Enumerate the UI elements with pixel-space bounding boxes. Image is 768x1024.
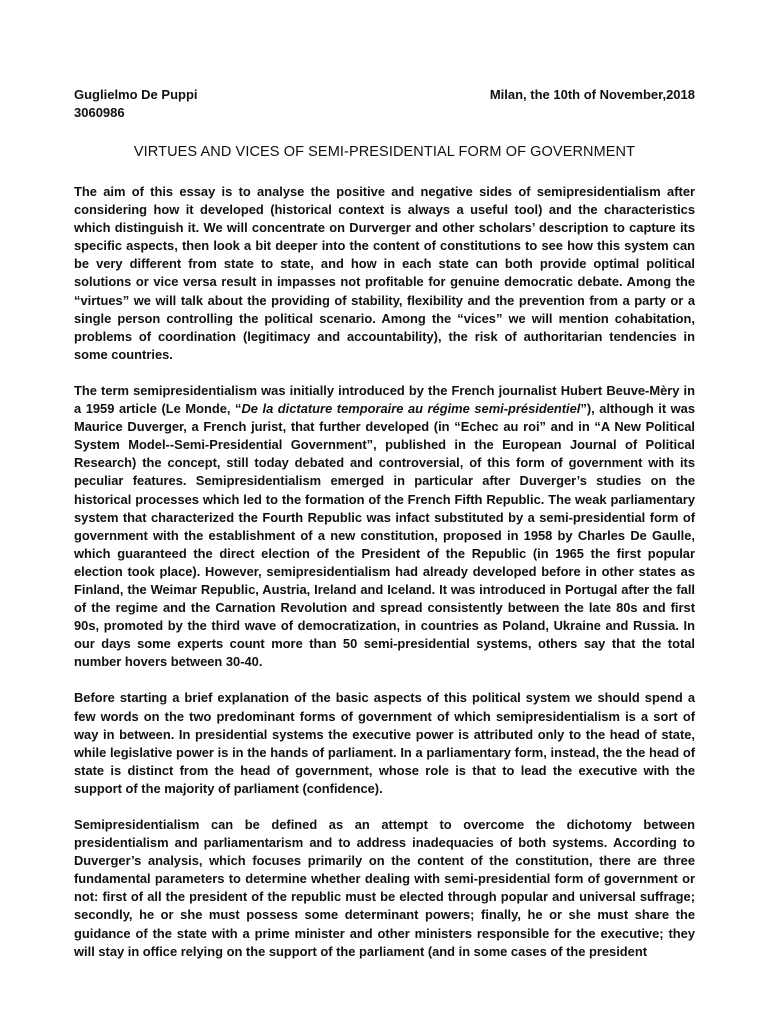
document-header	[74, 86, 695, 122]
place-date: Milan, the 10th of November,2018	[489, 87, 695, 102]
paragraph-4: Semipresidentialism can be defined as an attempt to overcome the dichotomy between presidentialism and parliamentarism and to address inadequacies of both systems. According to Duverger’s analysis, which focuses primarily on the content of the constitution, there are three fundamental parameters to determine whether dealing with semi-presidential form of government or not: first of all the president of the republic must be elected through popular and universal suffrage; secondly, he or she must possess some determinant powers; finally, he or she must share the guidance of the state with a prime minister and other ministers responsible for the executive; they will stay in office relying on the support of the parliament (and in some cases of the president	[74, 817, 695, 959]
article-title-italic: De la dictature temporaire au régime semi-présidentiel	[241, 401, 581, 417]
paragraph-2-part-b: ”), although it was Maurice Duverger, a French jurist, that further developed (in “Echec au roi” and in “A New Political System Model--Semi-Presidential Government”, published in the European Journal of Political Research) the concept, still today debated and controversial, of this form of government with its peculiar features. Semipresidentialism emerged in particular after Duverger’s studies on the historical processes which led to the formation of the French Fifth Republic. The weak parliamentary system that characterized the Fourth Republic was infact substituted by a semi-presidential form of government with the establishment of a new constitution, proposed in 1958 by Charles De Gaulle, which guaranteed the direct election of the President of the Republic (in 1965 the first popular election took place). However, semipresidentialism had already developed before in other states as Finland, the Weimar Republic, Austria, Ireland and Iceland. It was introduced in Portugal after the fall of the regime and the Carnation Revolution and spread consistently between the late 80s and first 90s, promoted by the third wave of democratization, in countries as Poland, Ukraine and Russia. In our days some experts count more than 50 semi-presidential systems, others say that the total number hovers between 30-40.	[74, 401, 696, 670]
paragraph-3: Before starting a brief explanation of the basic aspects of this political system we should spend a few words on the two predominant forms of government of which semipresidentialism is a sort of way in between. In presidential systems the executive power is attributed only to the head of state, while legislative power is in the hands of parliament. In a parliamentary form, instead, the the head of state is distinct from the head of government, whose role is that to lead the executive with the support of the majority of parliament (confidence).	[74, 690, 695, 796]
paragraph-2	[74, 382, 695, 672]
author-name: Guglielmo De Puppi	[74, 87, 198, 102]
essay-title: VIRTUES AND VICES OF SEMI-PRESIDENTIAL FORM OF GOVERNMENT	[133, 144, 636, 160]
paragraph-1: The aim of this essay is to analyse the positive and negative sides of semipresidentialism after considering how it developed (historical context is always a useful tool) and the characteristics which distinguish it. We will concentrate on Durverger and other scholars’ description to capture its specific aspects, then look a bit deeper into the content of constitutions to see how this system can be very different from state to state, and how in each state can both provide optimal political solutions or vice versa result in impasses not profitable for genuine democratic debate. Among the “virtues” we will talk about the providing of stability, flexibility and the prevention from a party or a single person controlling the political scenario. Among the “vices” we will mention cohabitation, problems of coordination (legitimacy and accountability), the risk of authoritarian tendencies in some countries.	[74, 184, 695, 362]
paragraph-2-part-a: The term semipresidentialism was initially introduced by the French journalist Hubert Beuve-Mèry in a 1959 article (Le Monde, “	[74, 382, 695, 417]
author-block	[74, 86, 198, 122]
student-id: 3060986	[74, 105, 125, 120]
